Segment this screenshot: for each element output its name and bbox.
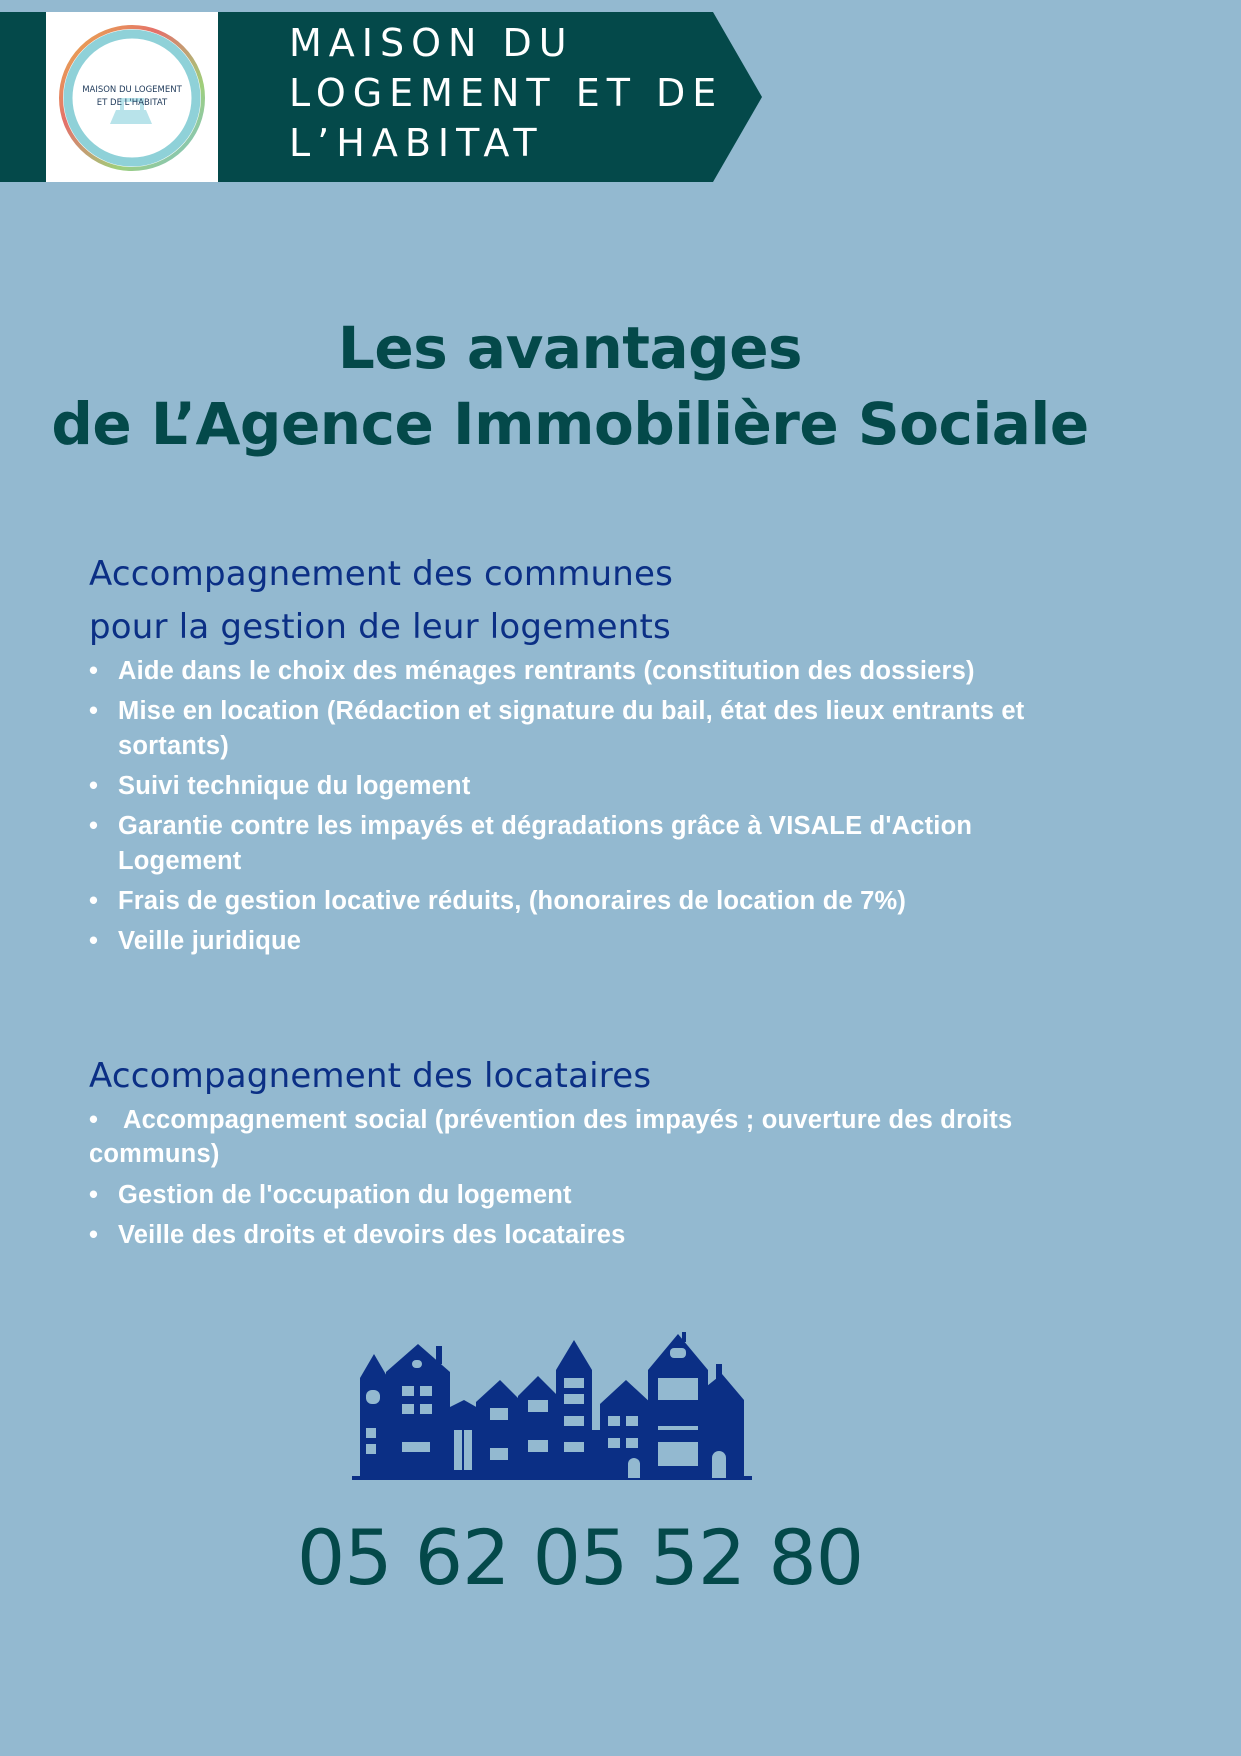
svg-text:ET DE L'HABITAT: ET DE L'HABITAT <box>96 98 168 108</box>
page-title <box>0 310 1140 462</box>
logo-emblem-icon <box>46 12 218 182</box>
logo <box>46 12 218 182</box>
list-item: • Veille des droits et devoirs des locataires <box>89 1215 1099 1255</box>
list-item: • Frais de gestion locative réduits, (honoraires de location de 7%) <box>89 884 1099 919</box>
phone-number: 05 62 05 52 80 <box>296 1513 864 1602</box>
list-item: • Mise en location (Rédaction et signature du bail, état des lieux entrants et sortants) <box>89 694 1099 764</box>
list-item: • Suivi technique du logement <box>89 769 1099 804</box>
organization-name-line-1: MAISON DU <box>289 21 574 65</box>
list-item: • Garantie contre les impayés et dégradations grâce à VISALE d'Action Logement <box>89 809 1099 879</box>
communes-heading-line-1: Accompagnement des communes <box>89 554 674 594</box>
page-title-line-2: de L’Agence Immobilière Sociale <box>51 390 1089 458</box>
organization-name <box>289 18 724 168</box>
list-item: • Aide dans le choix des ménages rentrants (constitution des dossiers) <box>89 654 1099 689</box>
locataires-section <box>89 1050 1099 1255</box>
communes-heading-line-2: pour la gestion de leur logements <box>89 607 671 647</box>
list-item: • Gestion de l'occupation du logement <box>89 1175 1099 1215</box>
page-title-line-1: Les avantages <box>337 314 803 382</box>
svg-text:MAISON DU LOGEMENT: MAISON DU LOGEMENT <box>82 85 182 95</box>
list-item: • Accompagnement social (prévention des impayés ; ouverture des droits communs) <box>89 1103 1099 1171</box>
organization-name-line-2: LOGEMENT ET DE <box>289 71 724 115</box>
communes-heading <box>89 548 1099 654</box>
locataires-heading: Accompagnement des locataires <box>89 1056 652 1096</box>
organization-name-line-3: L’HABITAT <box>289 121 544 165</box>
list-item: • Veille juridique <box>89 924 1099 959</box>
town-houses-icon <box>352 1330 788 1490</box>
town-houses-illustration <box>352 1330 788 1494</box>
locataires-list <box>89 1103 1099 1255</box>
communes-list <box>89 654 1099 959</box>
communes-section <box>89 548 1099 964</box>
